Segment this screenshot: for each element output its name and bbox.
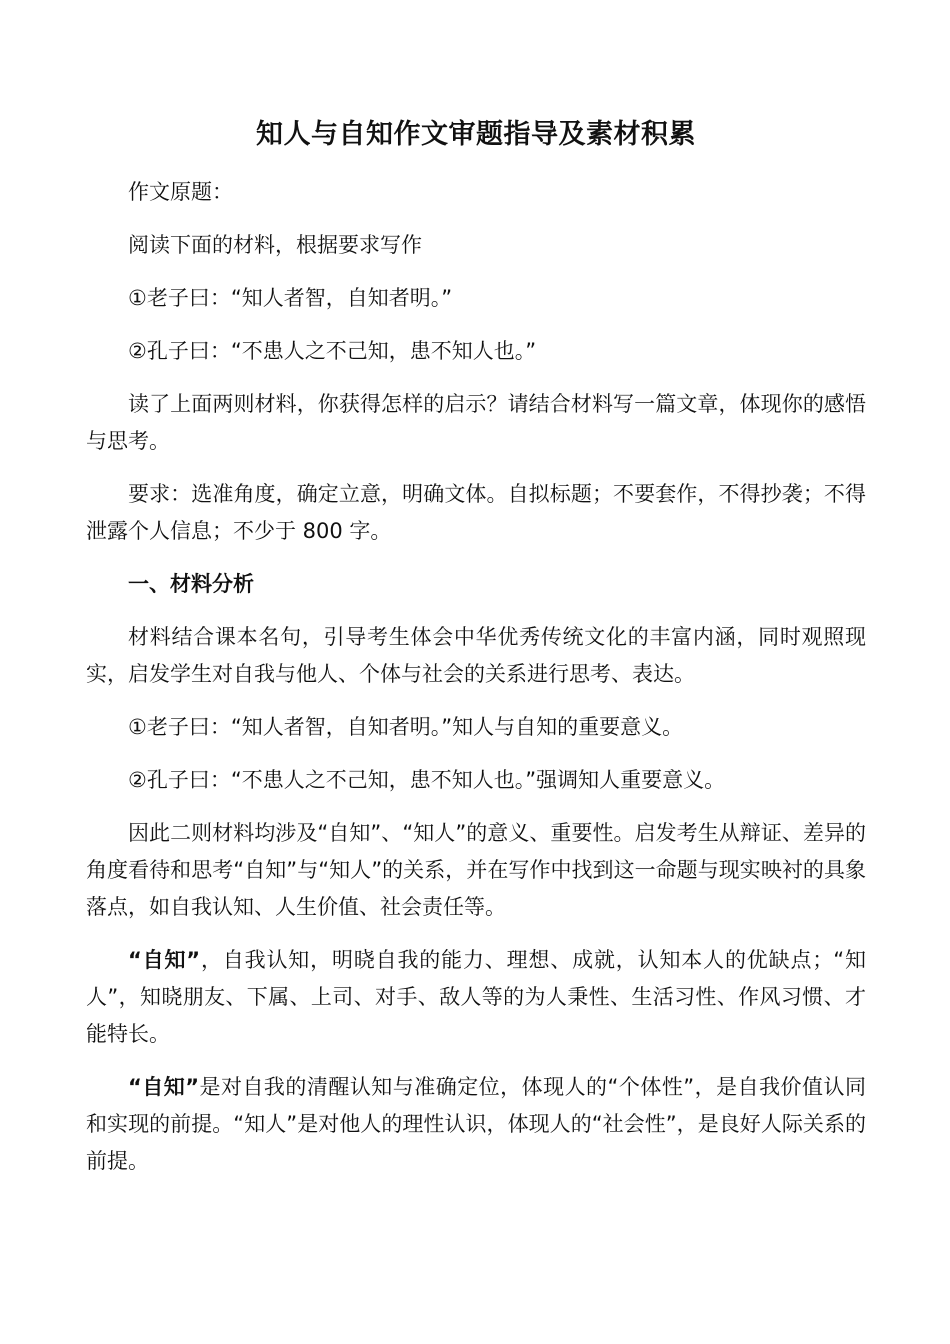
analysis-summary: 因此二则材料均涉及“自知”、“知人”的意义、重要性。启发考生从辩证、差异的角度看待和思考“自知”与“知人”的关系，并在写作中找到这一命题与现实映衬的具象落点，如自我认知、人生价值、社会责任等。 bbox=[86, 821, 866, 919]
prompt-label: 作文原题： bbox=[128, 180, 233, 204]
significance-lead: “自知” bbox=[128, 1075, 200, 1099]
definition-rest: ，自我认知，明晓自我的能力、理想、成就，认知本人的优缺点；“知人”，知晓朋友、下属、上司、对手、敌人等的为人秉性、生活习性、作风习惯、才能特长。 bbox=[86, 948, 866, 1046]
instruction-text: 阅读下面的材料，根据要求写作 bbox=[128, 233, 422, 257]
requirements-text: 要求：选准角度，确定立意，明确文体。自拟标题；不要套作，不得抄袭；不得泄露个人信息；不少于 800 字。 bbox=[86, 482, 866, 543]
significance-paragraph bbox=[86, 1069, 866, 1180]
definition-lead: “自知” bbox=[128, 948, 201, 972]
question-text: 读了上面两则材料，你获得怎样的启示？请结合材料写一篇文章，体现你的感悟与思考。 bbox=[86, 392, 866, 453]
document-page bbox=[86, 112, 866, 1196]
quote-confucius: ②孔子曰：“不患人之不己知，患不知人也。” bbox=[128, 339, 537, 363]
analysis-intro: 材料结合课本名句，引导考生体会中华优秀传统文化的丰富内涵，同时观照现实，启发学生对自我与他人、个体与社会的关系进行思考、表达。 bbox=[86, 625, 866, 686]
section-heading-material-analysis: 一、材料分析 bbox=[128, 572, 254, 596]
document-title: 知人与自知作文审题指导及素材积累 bbox=[256, 119, 696, 150]
quote-laozi: ①老子曰：“知人者智，自知者明。” bbox=[128, 286, 453, 310]
significance-rest: 是对自我的清醒认知与准确定位，体现人的“个体性”，是自我价值认同和实现的前提。“知人”是对他人的理性认识，体现人的“社会性”，是良好人际关系的前提。 bbox=[86, 1075, 866, 1173]
definition-paragraph bbox=[86, 942, 866, 1053]
analysis-confucius: ②孔子曰：“不患人之不己知，患不知人也。”强调知人重要意义。 bbox=[128, 768, 726, 792]
analysis-laozi: ①老子曰：“知人者智，自知者明。”知人与自知的重要意义。 bbox=[128, 715, 684, 739]
